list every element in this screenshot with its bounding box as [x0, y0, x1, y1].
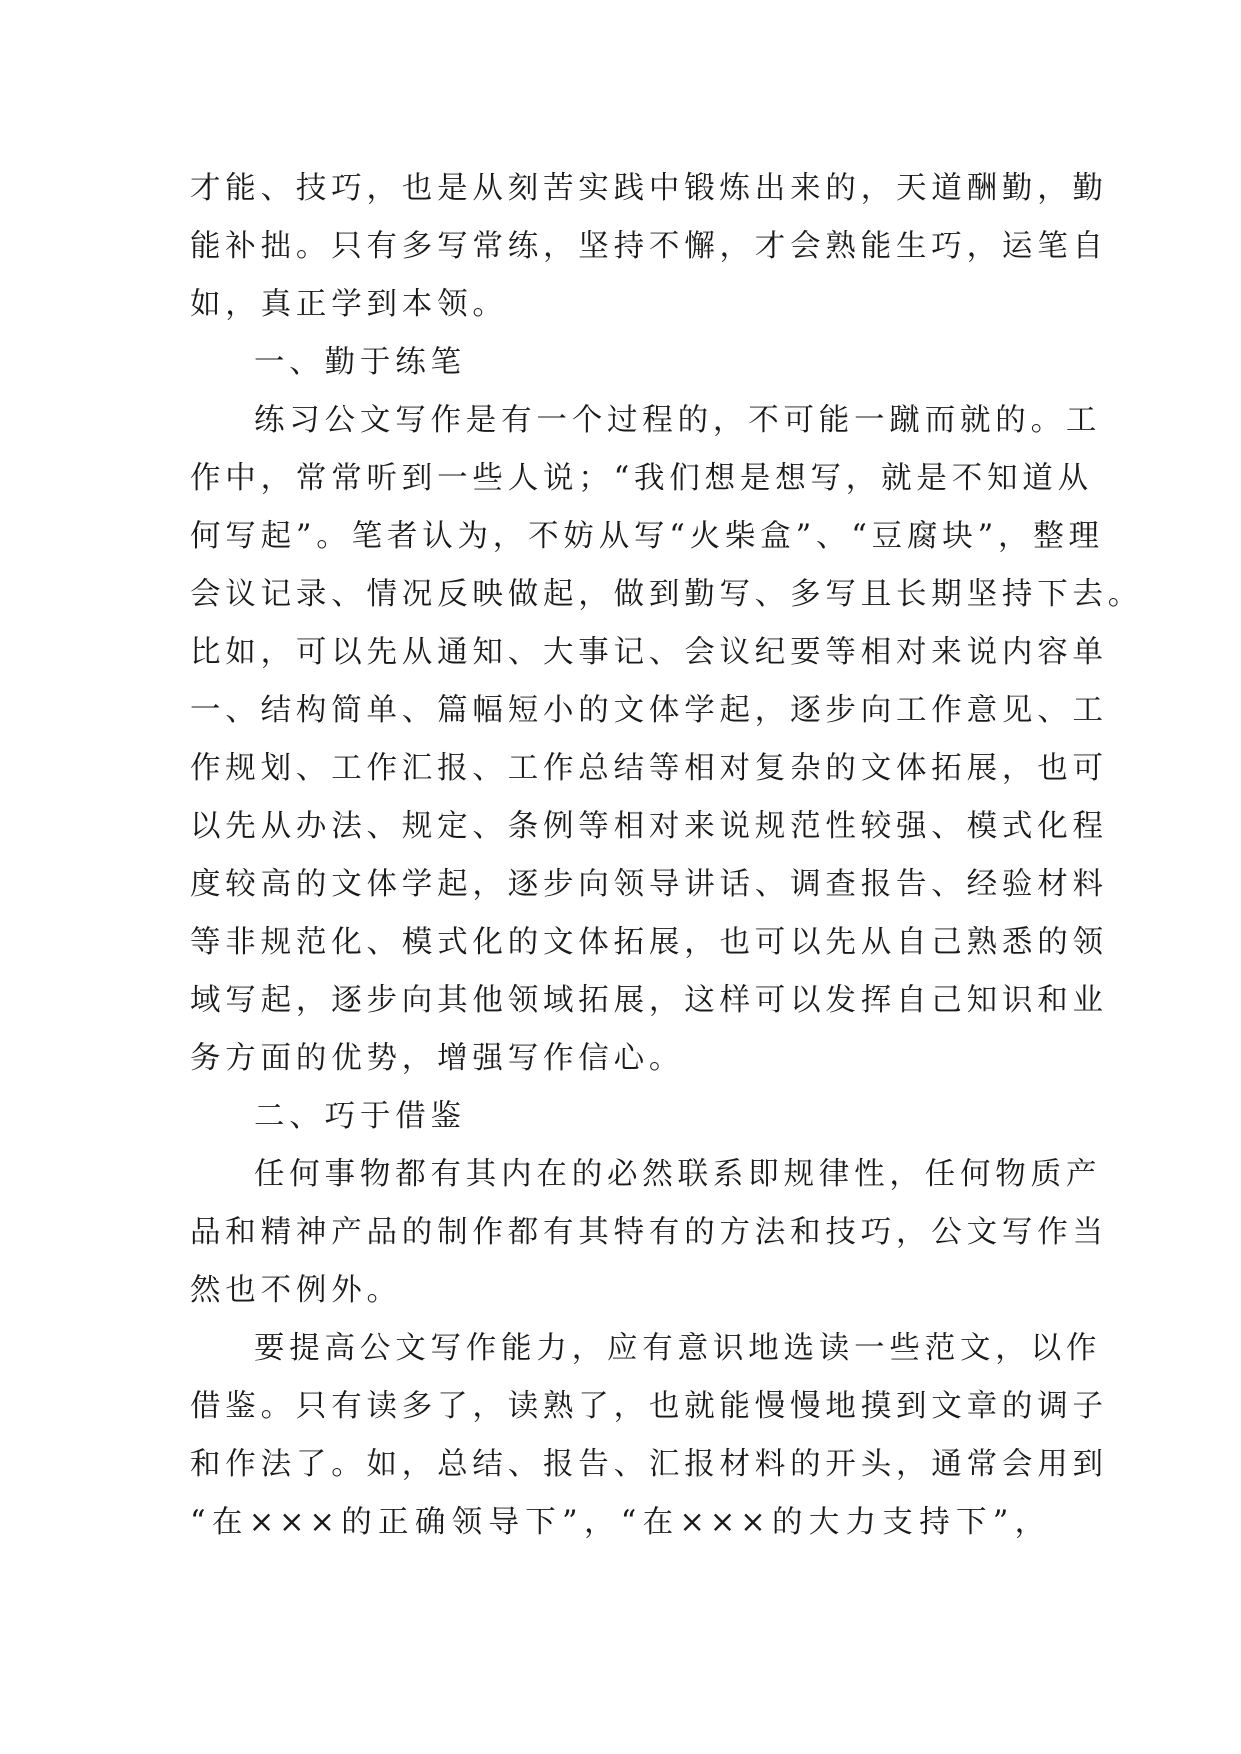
text-line: 品和精神产品的制作都有其特有的方法和技巧，公文写作当 — [190, 1215, 1108, 1250]
text-line: 何写起”。笔者认为，不妨从写“火柴盒”、“豆腐块”，整理 — [190, 519, 1104, 554]
section-heading-1: 一、勤于练笔 — [254, 345, 466, 380]
text-line: 能补拙。只有多写常练，坚持不懈，才会熟能生巧，运笔自 — [190, 229, 1108, 264]
text-line: 才能、技巧，也是从刻苦实践中锻炼出来的，天道酬勤，勤 — [190, 171, 1108, 206]
text-line: “在×××的正确领导下”，“在×××的大力支持下”， — [190, 1505, 1050, 1540]
text-line: 然也不例外。 — [190, 1273, 402, 1308]
text-line: 和作法了。如，总结、报告、汇报材料的开头，通常会用到 — [190, 1447, 1108, 1482]
text-line: 作规划、工作汇报、工作总结等相对复杂的文体拓展，也可 — [190, 751, 1108, 786]
text-line: 会议记录、情况反映做起，做到勤写、多写且长期坚持下去。 — [190, 577, 1144, 612]
text-line: 任何事物都有其内在的必然联系即规律性，任何物质产 — [254, 1157, 1102, 1192]
text-line: 作中，常常听到一些人说；“我们想是想写，就是不知道从 — [190, 461, 1093, 496]
text-line: 要提高公文写作能力，应有意识地选读一些范文，以作 — [254, 1331, 1102, 1366]
text-line: 借鉴。只有读多了，读熟了，也就能慢慢地摸到文章的调子 — [190, 1389, 1108, 1424]
section-heading-2: 二、巧于借鉴 — [254, 1099, 466, 1134]
text-line: 等非规范化、模式化的文体拓展，也可以先从自己熟悉的领 — [190, 925, 1108, 960]
text-line: 如，真正学到本领。 — [190, 287, 508, 322]
text-line: 务方面的优势，增强写作信心。 — [190, 1041, 685, 1076]
text-line: 一、结构简单、篇幅短小的文体学起，逐步向工作意见、工 — [190, 693, 1108, 728]
text-line: 度较高的文体学起，逐步向领导讲话、调查报告、经验材料 — [190, 867, 1108, 902]
text-line: 域写起，逐步向其他领域拓展，这样可以发挥自己知识和业 — [190, 983, 1108, 1018]
document-body — [190, 160, 1144, 1552]
text-line: 以先从办法、规定、条例等相对来说规范性较强、模式化程 — [190, 809, 1108, 844]
text-line: 比如，可以先从通知、大事记、会议纪要等相对来说内容单 — [190, 635, 1108, 670]
text-line: 练习公文写作是有一个过程的，不可能一蹴而就的。工 — [254, 403, 1102, 438]
